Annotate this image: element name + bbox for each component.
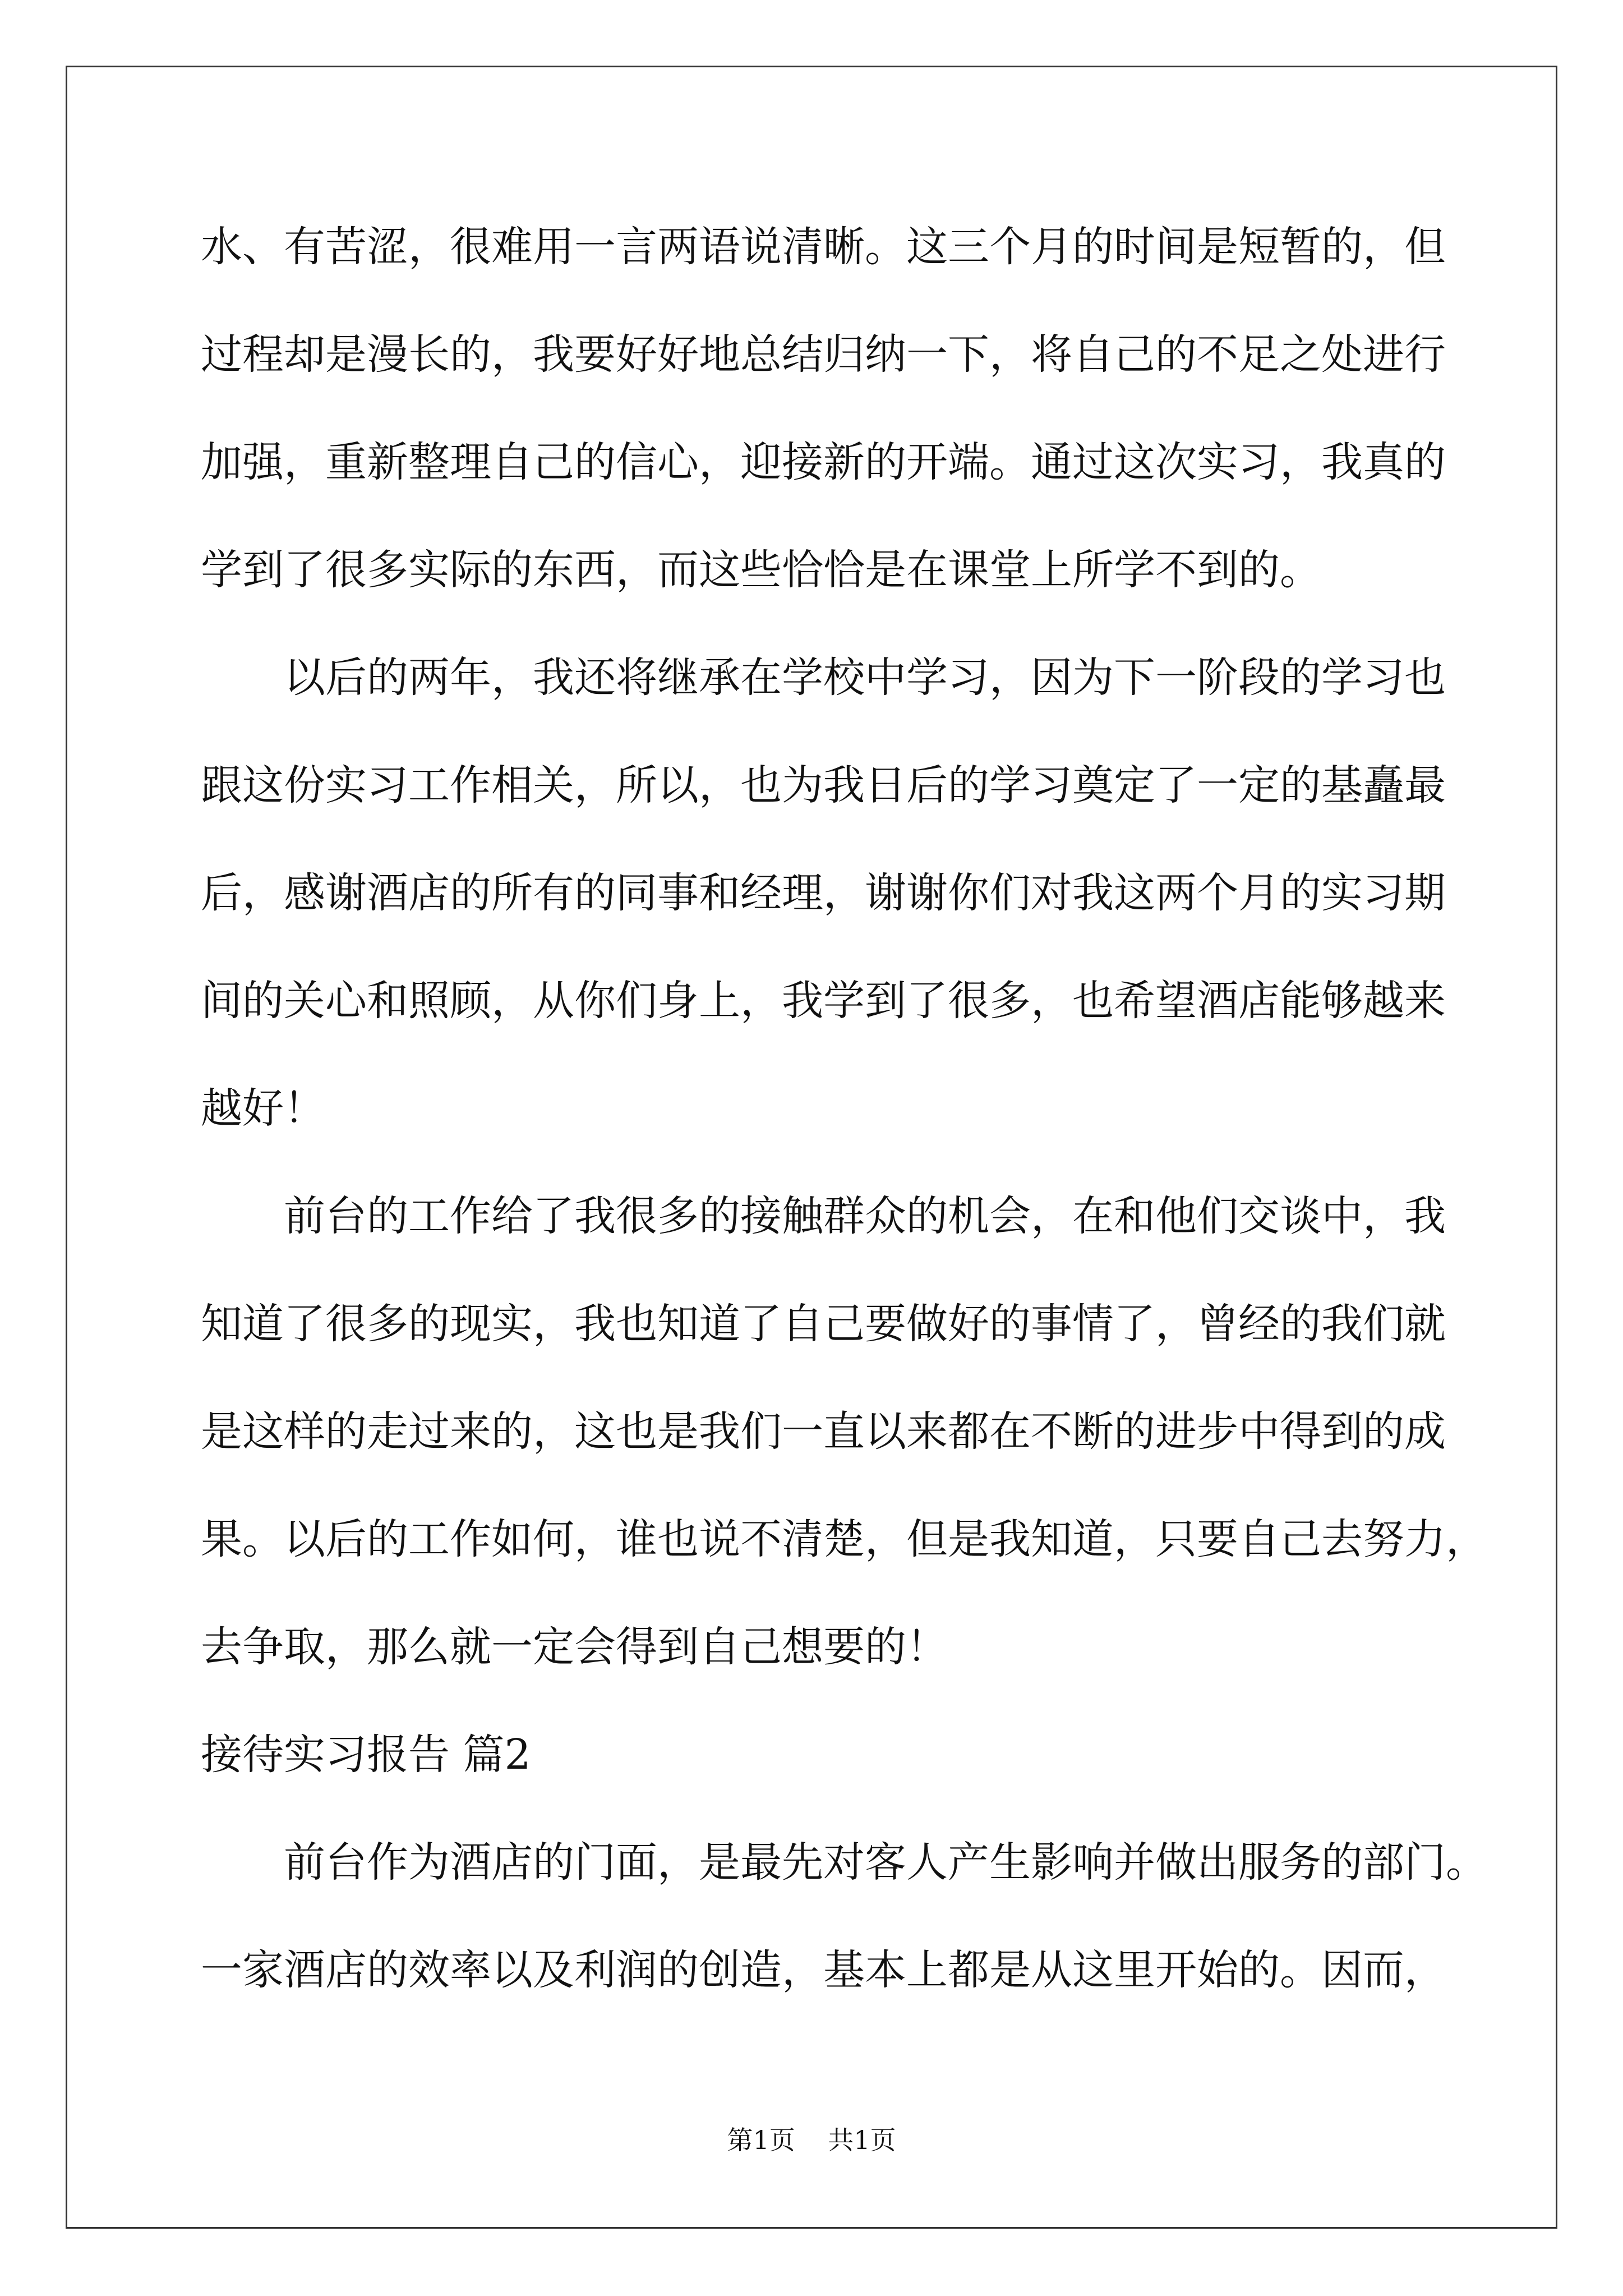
text-line: 越好！	[201, 1084, 325, 1133]
text-line: 去争取，那么就一定会得到自己想要的！	[201, 1623, 948, 1671]
text-line: 加强，重新整理自己的信心，迎接新的开端。通过这次实习，我真的	[201, 438, 1446, 486]
text-line: 知道了很多的现实，我也知道了自己要做好的事情了，曾经的我们就	[201, 1300, 1446, 1348]
text-line: 间的关心和照顾，从你们身上，我学到了很多，也希望酒店能够越来	[201, 977, 1446, 1025]
text-line: 是这样的走过来的，这也是我们一直以来都在不断的进步中得到的成	[201, 1407, 1446, 1456]
text-line: 一家酒店的效率以及利润的创造，基本上都是从这里开始的。因而，	[201, 1946, 1446, 1994]
text-line: 后，感谢酒店的所有的同事和经理，谢谢你们对我这两个月的实习期	[201, 869, 1446, 917]
text-line: 前台作为酒店的门面，是最先对客人产生影响并做出服务的部门。	[284, 1838, 1487, 1887]
document-body	[201, 213, 1487, 2044]
text-line: 果。以后的工作如何，谁也说不清楚，但是我知道，只要自己去努力，	[201, 1515, 1487, 1563]
text-line: 接待实习报告 篇2	[201, 1731, 531, 1779]
text-line: 以后的两年，我还将继承在学校中学习，因为下一阶段的学习也	[284, 654, 1446, 702]
text-line: 过程却是漫长的，我要好好地总结归纳一下，将自己的不足之处进行	[201, 330, 1446, 379]
text-line: 跟这份实习工作相关，所以，也为我日后的学习奠定了一定的基矗最	[201, 761, 1446, 809]
text-line: 前台的工作给了我很多的接触群众的机会，在和他们交谈中，我	[284, 1192, 1446, 1240]
page-footer	[0, 2123, 1623, 2157]
text-line: 学到了很多实际的东西，而这些恰恰是在课堂上所学不到的。	[201, 546, 1321, 594]
page-total: 共1页	[828, 2125, 896, 2155]
text-line: 水、有苦涩，很难用一言两语说清晰。这三个月的时间是短暂的，但	[201, 223, 1446, 271]
page-number: 第1页	[727, 2125, 795, 2155]
